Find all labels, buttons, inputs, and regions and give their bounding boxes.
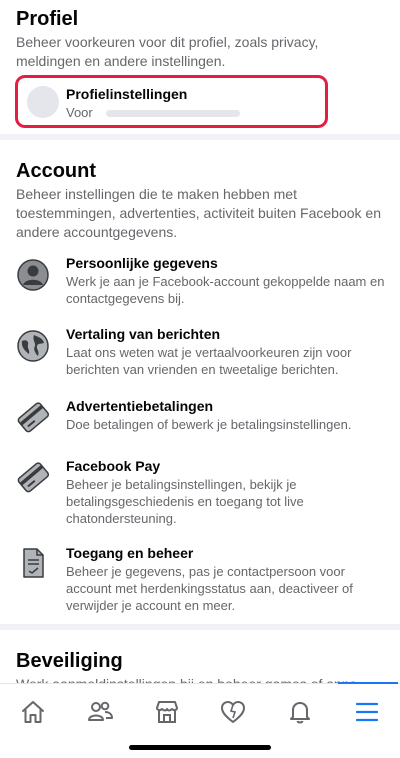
profile-section-title: Profiel <box>16 8 79 30</box>
item-title: Persoonlijke gegevens <box>66 255 218 271</box>
security-section-title: Beveiliging <box>16 650 123 672</box>
redacted-name-bar <box>106 110 240 117</box>
avatar <box>27 86 59 118</box>
menu-icon <box>354 699 380 725</box>
tab-dating[interactable] <box>209 692 257 732</box>
account-section-title: Account <box>16 160 96 182</box>
bell-icon <box>287 699 313 725</box>
tab-home[interactable] <box>9 692 57 732</box>
item-description: Laat ons weten wat je vertaalvoorkeuren zijn voor berichten van vrienden en tweetalige berichten. <box>66 345 352 377</box>
friends-icon <box>86 699 114 725</box>
item-description: Werk je aan je Facebook-account gekoppelde naam en contactgegevens bij. <box>66 274 385 306</box>
tab-friends[interactable] <box>76 692 124 732</box>
item-title: Advertentiebetalingen <box>66 398 214 414</box>
document-icon <box>16 546 50 580</box>
tab-menu[interactable] <box>343 692 391 732</box>
dating-icon <box>220 699 246 725</box>
tab-notifications[interactable] <box>276 692 324 732</box>
globe-icon <box>16 329 50 363</box>
profile-settings-subtitle: Voor <box>66 105 93 120</box>
profile-settings-title: Profielinstellingen <box>66 86 188 102</box>
person-icon <box>16 258 50 292</box>
profile-section-description: Beheer voorkeuren voor dit profiel, zoals privacy, meldingen en andere instellingen. <box>16 34 319 69</box>
account-item-access-control[interactable] <box>0 544 400 614</box>
item-description: Beheer je betalingsinstellingen, bekijk je betalingsgeschiedenis en toegang tot live chatondersteuning. <box>66 477 304 526</box>
active-tab-indicator <box>338 682 398 684</box>
profile-section <box>0 0 400 134</box>
marketplace-icon <box>154 699 180 725</box>
account-item-message-translation[interactable] <box>0 325 400 385</box>
profile-settings-card[interactable] <box>15 75 328 128</box>
item-title: Vertaling van berichten <box>66 326 221 342</box>
account-item-personal-info[interactable] <box>0 252 400 312</box>
tab-marketplace[interactable] <box>143 692 191 732</box>
item-description: Beheer je gegevens, pas je contactpersoon voor account met herdenkingsstatus aan, deactiveer of verwijder je account en meer. <box>66 564 353 613</box>
home-icon <box>20 699 46 725</box>
home-indicator <box>129 745 271 750</box>
credit-card-icon <box>16 460 50 494</box>
item-title: Facebook Pay <box>66 458 161 474</box>
credit-card-icon <box>16 400 50 434</box>
item-description: Doe betalingen of bewerk je betalingsinstellingen. <box>66 417 352 432</box>
account-item-ad-payments[interactable] <box>0 397 400 441</box>
account-section <box>0 140 400 624</box>
account-item-facebook-pay[interactable] <box>0 457 400 526</box>
account-section-description: Beheer instellingen die te maken hebben met toestemmingen, advertenties, activiteit buiten Facebook en andere accountgegevens. <box>16 186 381 240</box>
item-title: Toegang en beheer <box>66 545 194 561</box>
